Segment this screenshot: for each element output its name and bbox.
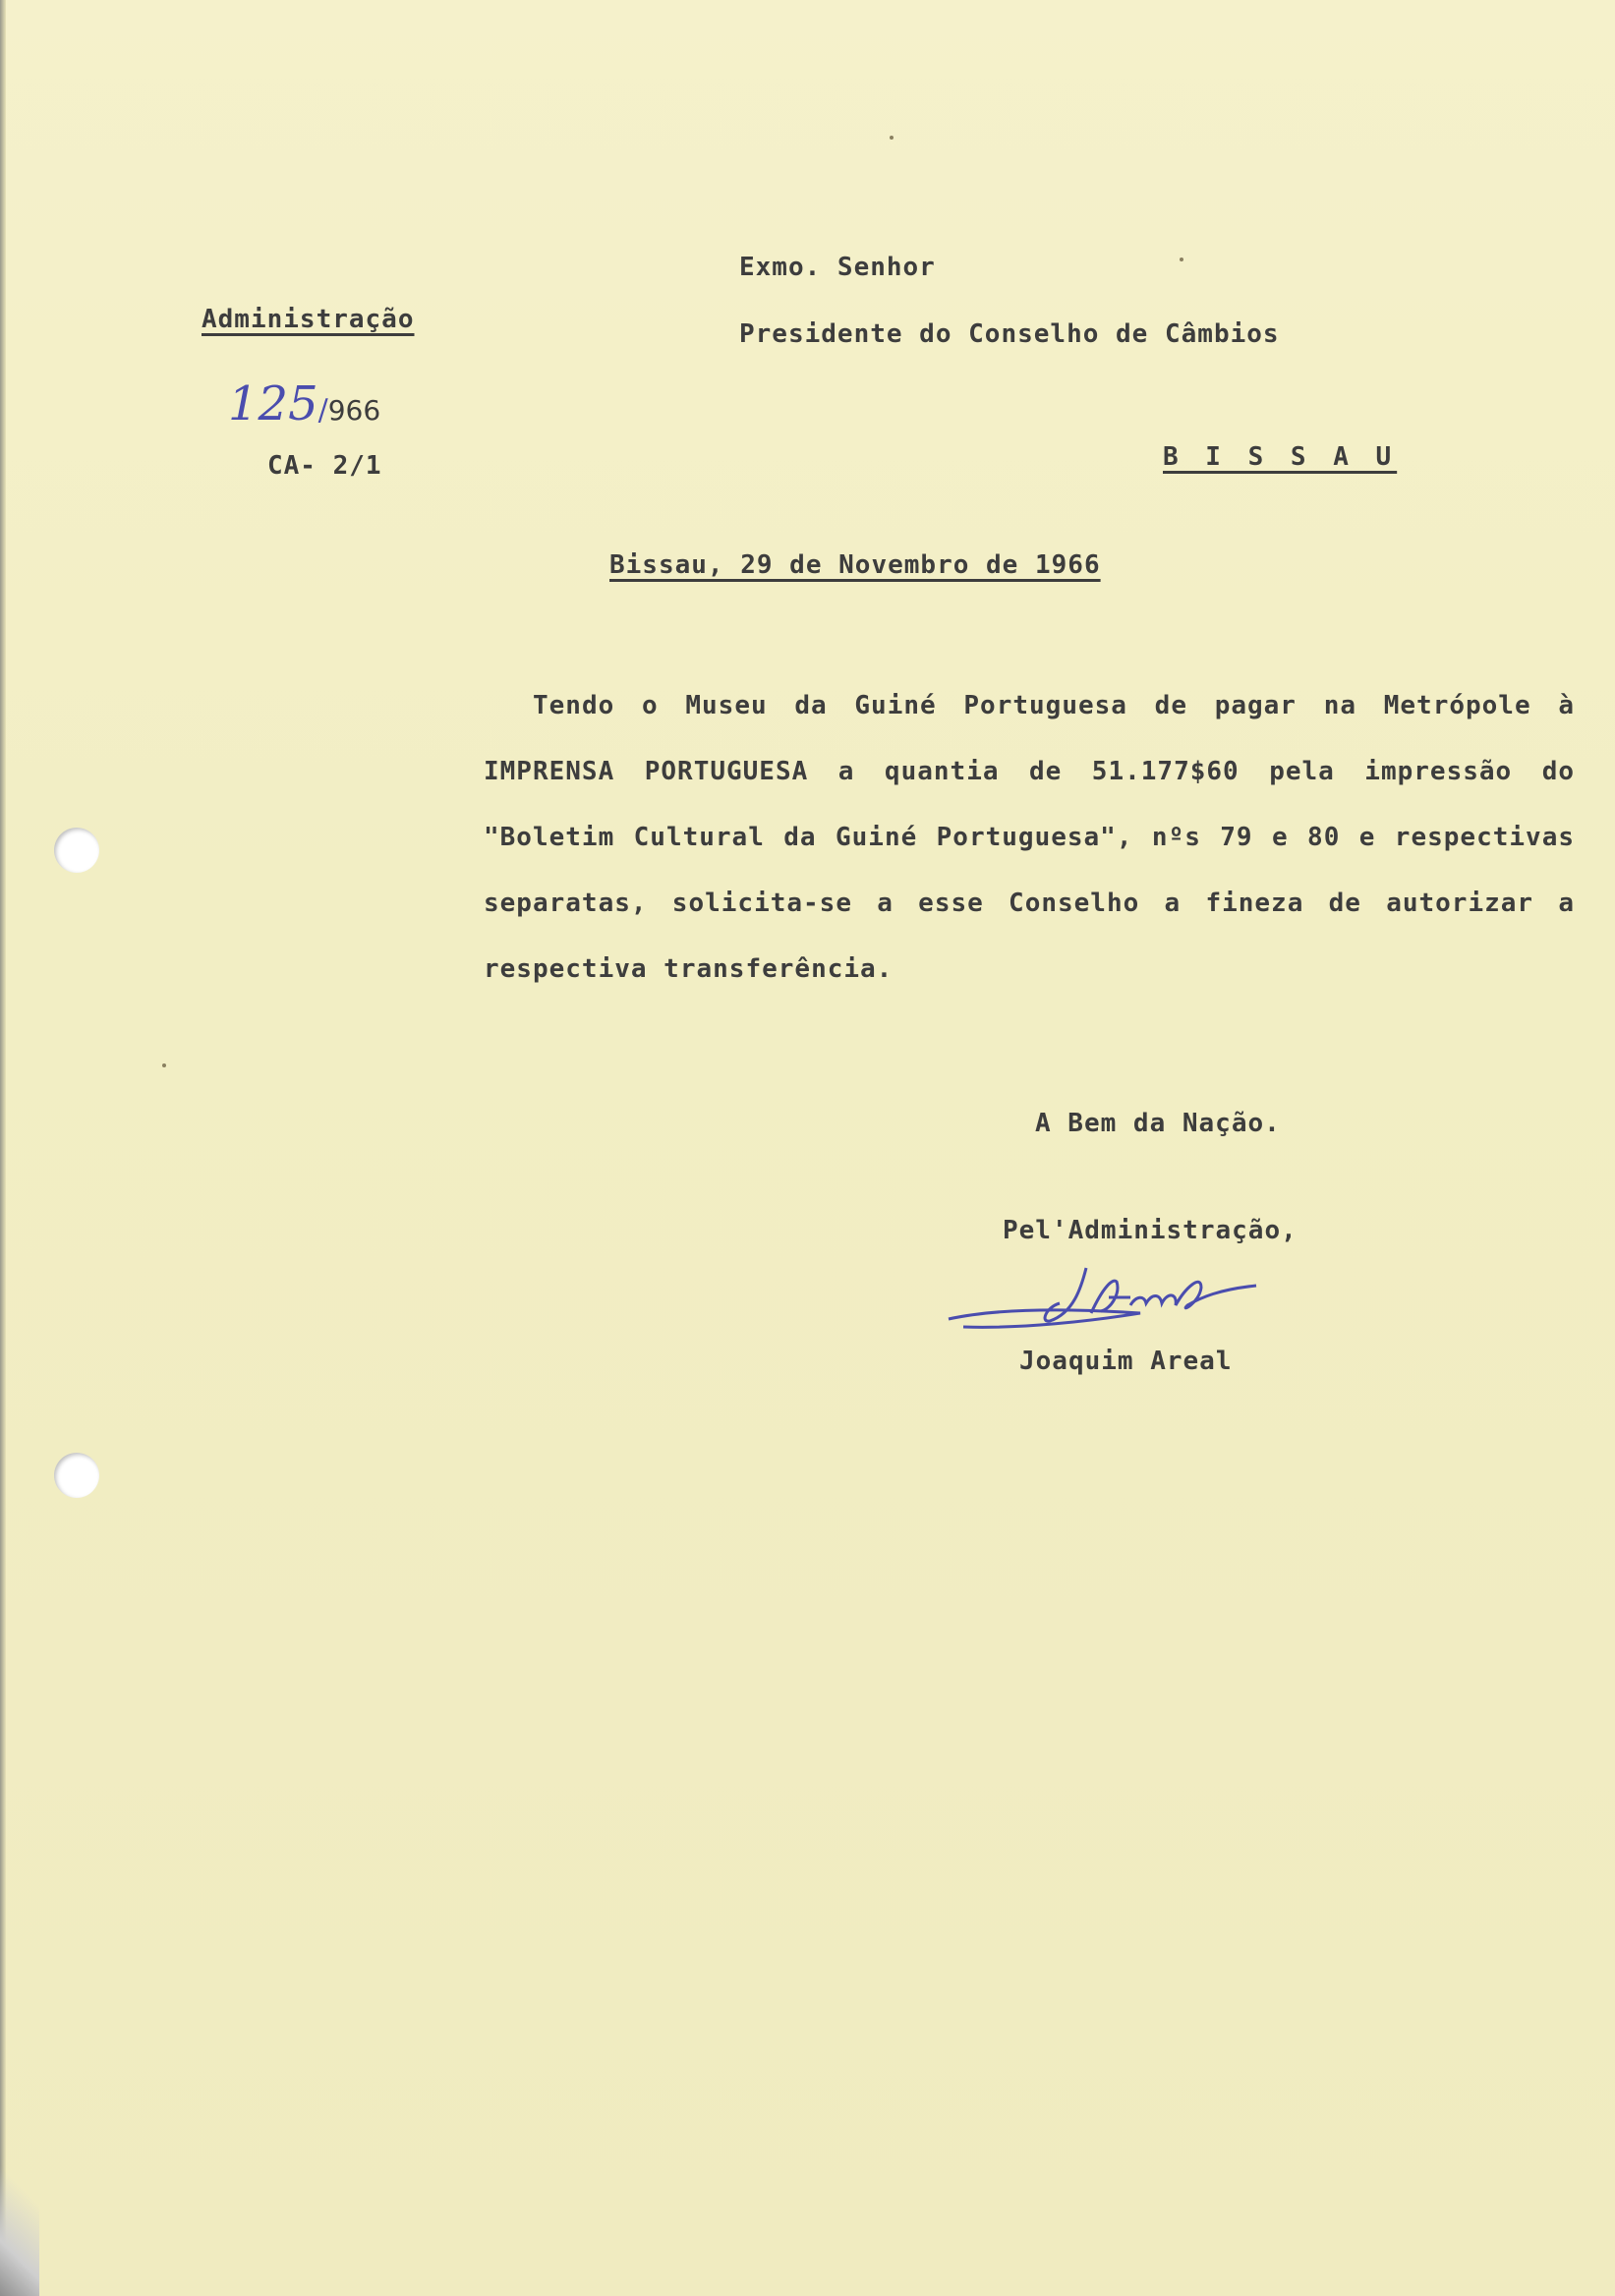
reference-code: CA- 2/1 bbox=[267, 451, 382, 481]
letter-body: Tendo o Museu da Guiné Portuguesa de pagar na Metrópole à IMPRENSA PORTUGUESA a quantia de 51.177$60 pela impressão do "Boletim Cultural da Guiné Portuguesa", nºs 79 e 80 e respectivas separatas, solicita-se a esse Conselho a fineza de autorizar a respectiva transferência. bbox=[484, 691, 1575, 984]
paper-left-edge bbox=[0, 0, 6, 2296]
punch-hole-upper bbox=[54, 828, 99, 873]
paper-corner-shadow bbox=[0, 2149, 39, 2296]
signature bbox=[944, 1248, 1268, 1350]
paper-speck bbox=[162, 1063, 166, 1067]
paper-speck bbox=[890, 136, 894, 140]
signature-mark bbox=[944, 1248, 1268, 1347]
handwritten-ref-number: 125 bbox=[228, 376, 318, 431]
addressee-title: Presidente do Conselho de Câmbios bbox=[739, 319, 1280, 349]
ref-year: 966 bbox=[327, 394, 381, 427]
on-behalf-line: Pel'Administração, bbox=[1003, 1216, 1298, 1245]
department-heading: Administração bbox=[202, 305, 415, 334]
addressee-city: B I S S A U bbox=[1163, 442, 1398, 472]
signatory-name: Joaquim Areal bbox=[1019, 1347, 1233, 1376]
date-line: Bissau, 29 de Novembro de 1966 bbox=[609, 550, 1101, 580]
punch-hole-lower bbox=[54, 1453, 99, 1498]
reference-number bbox=[228, 376, 380, 431]
salutation: Exmo. Senhor bbox=[739, 253, 936, 282]
handwritten-slash: / bbox=[317, 393, 328, 428]
closing-formula: A Bem da Nação. bbox=[1035, 1109, 1281, 1138]
paper-speck bbox=[1180, 258, 1183, 261]
